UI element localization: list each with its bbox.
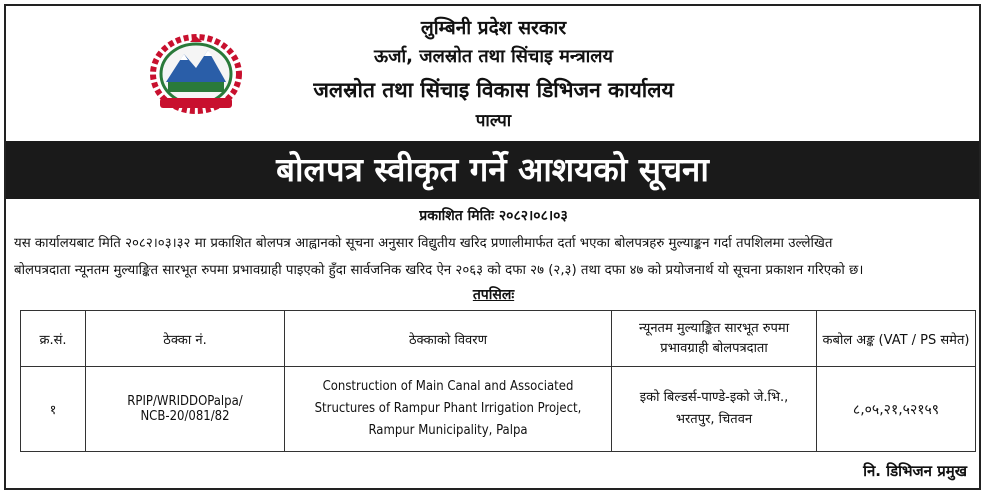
table-header-row — [21, 311, 976, 367]
paragraph-line-1: यस कार्यालयबाट मिति २०८२।०३।३२ मा प्रकाशित बोलपत्र आह्वानको सूचना अनुसार विद्युतीय खरिद प्रणालीमार्फत दर्ता भएका बोलपत्रहरु मुल्याङ्कन गर्दा तपशिलमा उल्लेखित — [14, 236, 833, 251]
description-line-3: Rampur Municipality, Palpa — [368, 423, 528, 438]
table-row — [21, 367, 976, 452]
cell-bidder — [612, 367, 817, 452]
notice-paragraph — [14, 230, 976, 284]
header-province: लुम्बिनी प्रदेश सरकार — [420, 17, 567, 39]
cell-description — [285, 367, 612, 452]
paragraph-line-2: बोलपत्रदाता न्यूनतम मुल्याङ्कित सारभूत रुपमा प्रभावग्राही पाइएको हुँदा सार्वजनिक खरिद ऐन २०६३ को दफा २७ (२,३) तथा दफा ४७ को प्रयोजनार्थ यो सूचना प्रकाशन गरिएको छ। — [14, 263, 864, 278]
bid-table — [20, 310, 976, 452]
contract-no-line-2: NCB-20/081/82 — [140, 409, 230, 424]
header-district: पाल्पा — [475, 111, 512, 131]
bidder-line-1: इको बिल्डर्स-पाण्डे-इको जे.भि., — [639, 390, 789, 405]
col-bidder: न्यूनतम मुल्याङ्कित सारभूत रुपमा प्रभावग्राही बोलपत्रदाता — [612, 311, 817, 367]
header-ministry: ऊर्जा, जलस्रोत तथा सिंचाइ मन्त्रालय — [374, 46, 613, 67]
header-office: जलस्रोत तथा सिंचाइ विकास डिभिजन कार्यालय — [313, 78, 674, 102]
contract-no-line-1: RPIP/WRIDDOPalpa/ — [127, 394, 243, 409]
col-sn: क्र.सं. — [21, 311, 86, 367]
published-date: प्रकाशित मितिः २०८२।०८।०३ — [419, 208, 568, 224]
notice-title: बोलपत्र स्वीकृत गर्ने आशयको सूचना — [6, 141, 979, 199]
cell-amount: ८,०५,२१,५२१५९ — [817, 367, 976, 452]
col-amount: कबोल अङ्क (VAT / PS समेत) — [817, 311, 976, 367]
bidder-line-2: भरतपुर, चितवन — [675, 412, 753, 427]
col-contract-no: ठेक्का नं. — [86, 311, 285, 367]
description-line-2: Structures of Rampur Phant Irrigation Project, — [314, 401, 582, 416]
description-line-1: Construction of Main Canal and Associated — [322, 379, 574, 394]
details-heading: तपसिलः — [472, 287, 515, 303]
cell-sn: १ — [21, 367, 86, 452]
signature: नि. डिभिजन प्रमुख — [863, 462, 967, 480]
col-description: ठेक्काको विवरण — [285, 311, 612, 367]
cell-contract-no — [86, 367, 285, 452]
